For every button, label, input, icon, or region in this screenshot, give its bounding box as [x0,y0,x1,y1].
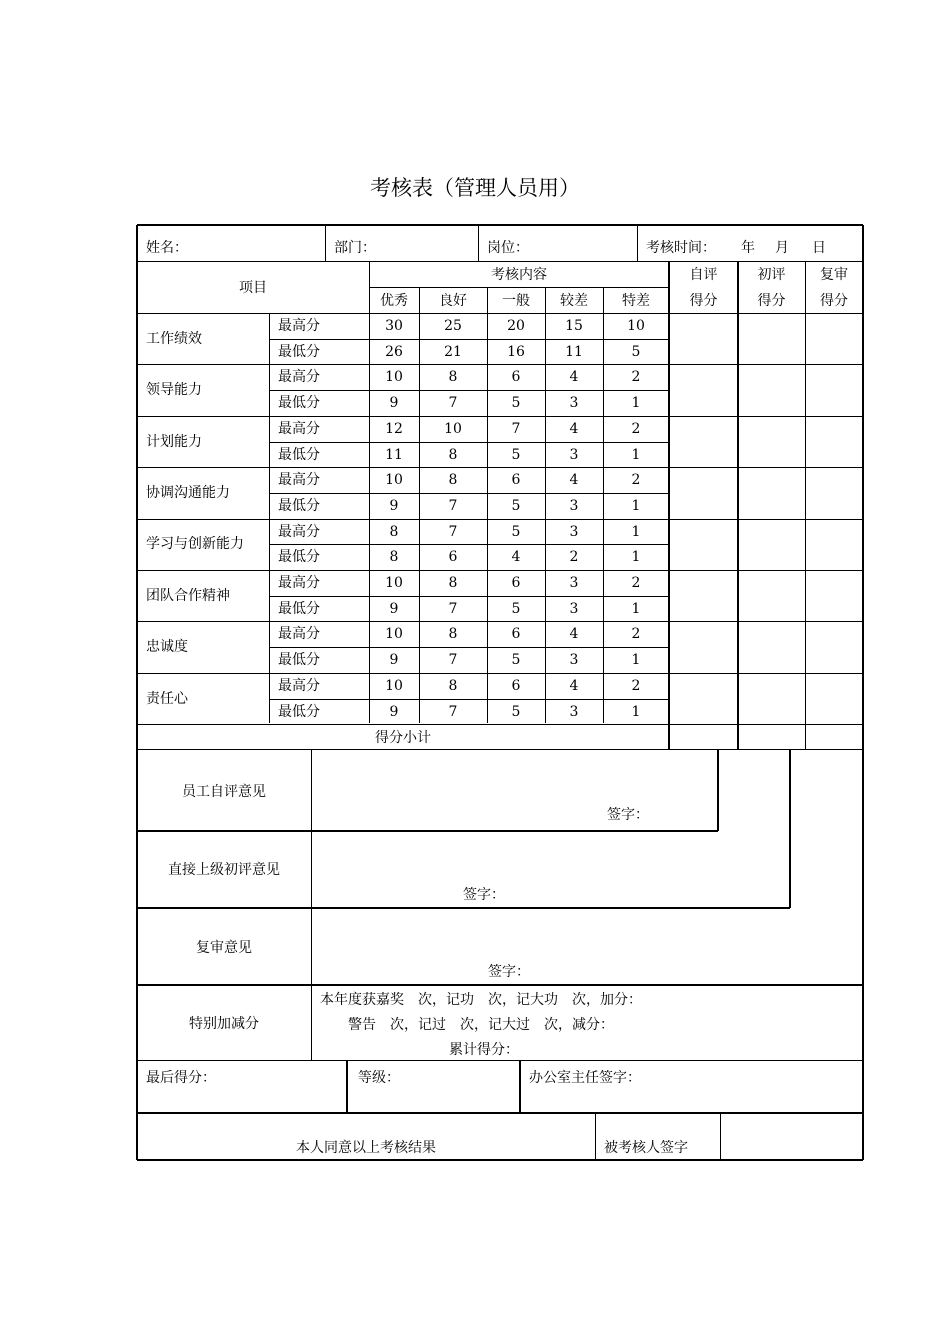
max-score-value: 6 [511,369,521,386]
grid-line [137,907,790,909]
min-score-value: 7 [448,600,458,617]
min-score-value: 5 [511,600,521,617]
min-score-value: 1 [631,652,641,669]
max-score-value: 2 [631,575,641,591]
row-divider [269,544,669,545]
min-score-label: 最低分 [278,395,320,412]
grid-line [346,1060,348,1113]
self-signature-label: 签字： [607,807,649,823]
review-score-header: 复审 [820,267,848,283]
bonus-line1: 本年度获嘉奖 次，记功 次，记大功 次，加分： [320,992,642,1008]
item-name: 责任心 [146,690,188,707]
max-score-value: 15 [565,318,583,334]
max-score-value: 25 [444,318,462,334]
max-score-label: 最高分 [278,677,320,694]
grid-line [717,749,719,831]
max-score-value: 2 [631,472,641,489]
grid-line [737,261,739,749]
name-label: 姓名： [146,240,188,256]
superior-signature-label: 签字： [463,887,505,903]
max-score-label: 最高分 [278,575,320,591]
min-score-value: 9 [389,600,399,617]
item-header: 项目 [239,280,267,296]
min-score-value: 11 [385,446,403,463]
row-divider [269,647,669,648]
post-label: 岗位： [487,240,529,256]
max-score-label: 最高分 [278,369,320,386]
grade-header: 特差 [622,293,650,309]
assessee-signature-label: 被考核人签字 [604,1140,688,1156]
grid-line [720,1113,721,1160]
self-score-header: 得分 [689,293,718,309]
initial-score-header: 得分 [757,293,786,309]
final-score-label: 最后得分： [146,1070,216,1086]
min-score-value: 3 [569,446,579,463]
initial-score-header: 初评 [757,267,786,283]
grid-line [805,261,806,749]
max-score-value: 8 [448,472,458,489]
min-score-value: 3 [569,497,579,514]
grid-line [369,287,669,288]
review-score-header: 得分 [820,293,848,309]
min-score-value: 26 [385,343,403,360]
item-divider [137,570,863,571]
min-score-value: 5 [511,652,521,669]
grid-line [137,1112,863,1114]
grid-line [137,313,863,314]
review-opinion-label: 复审意见 [196,940,252,956]
min-score-value: 5 [511,395,521,412]
min-score-value: 1 [631,703,641,720]
item-divider [137,364,863,365]
bonus-label: 特别加减分 [189,1016,259,1032]
self-score-header: 自评 [689,267,718,283]
day-label: 日 [812,240,826,256]
form-top-border [137,224,863,226]
min-score-label: 最低分 [278,446,320,463]
item-divider [137,673,863,674]
max-score-value: 8 [448,677,458,694]
min-score-value: 1 [631,497,641,514]
page-title: 考核表（管理人员用） [370,176,580,200]
bonus-line2: 警告 次，记过 次，记大过 次，减分： [348,1017,614,1033]
min-score-value: 4 [511,549,521,566]
max-score-value: 10 [444,420,462,437]
min-score-label: 最低分 [278,703,320,720]
min-score-value: 7 [448,703,458,720]
min-score-value: 1 [631,549,641,566]
min-score-value: 9 [389,703,399,720]
grid-line [637,225,638,261]
min-score-value: 1 [631,446,641,463]
grade-header: 一般 [502,293,530,309]
max-score-value: 4 [569,472,579,489]
max-score-value: 10 [385,626,403,643]
max-score-value: 6 [511,626,521,643]
max-score-value: 10 [385,369,403,386]
min-score-value: 8 [448,446,458,463]
min-score-value: 1 [631,600,641,617]
max-score-value: 8 [389,523,399,540]
grade-header: 较差 [560,293,588,309]
grid-line [137,830,718,832]
bonus-line3: 累计得分： [449,1042,519,1058]
max-score-value: 10 [385,472,403,489]
min-score-label: 最低分 [278,497,320,514]
max-score-value: 2 [631,420,641,437]
item-name: 团队合作精神 [146,587,230,604]
min-score-value: 16 [507,343,525,360]
max-score-value: 10 [385,575,403,591]
min-score-value: 1 [631,395,641,412]
item-name: 学习与创新能力 [146,536,244,553]
item-name: 计划能力 [146,433,202,450]
min-score-value: 3 [569,703,579,720]
max-score-value: 30 [385,318,403,334]
max-score-value: 5 [511,523,521,540]
min-score-value: 9 [389,395,399,412]
max-score-value: 6 [511,472,521,489]
max-score-value: 8 [448,626,458,643]
year-label: 年 [741,240,755,256]
min-score-value: 5 [511,703,521,720]
max-score-value: 4 [569,626,579,643]
item-name: 协调沟通能力 [146,484,230,501]
min-score-label: 最低分 [278,600,320,617]
min-score-value: 7 [448,395,458,412]
time-label: 考核时间： [646,240,716,256]
grade-header: 优秀 [380,293,408,309]
min-score-value: 8 [389,549,399,566]
grid-line [137,984,863,986]
max-score-value: 2 [631,677,641,694]
item-divider [137,416,863,417]
min-score-label: 最低分 [278,549,320,566]
max-score-value: 10 [627,318,645,334]
grid-line [137,1060,863,1061]
max-score-label: 最高分 [278,626,320,643]
grid-line [595,1113,596,1160]
max-score-label: 最高分 [278,420,320,437]
director-signature-label: 办公室主任签字： [529,1070,641,1086]
grid-line [137,749,863,750]
max-score-value: 8 [448,575,458,591]
max-score-value: 6 [511,575,521,591]
grid-line [478,225,479,261]
min-score-label: 最低分 [278,652,320,669]
grade-header: 良好 [439,293,467,309]
row-divider [269,339,669,340]
max-score-value: 12 [385,420,403,437]
min-score-value: 3 [569,652,579,669]
min-score-value: 6 [448,549,458,566]
max-score-value: 3 [569,575,579,591]
min-score-value: 11 [565,343,583,360]
min-score-value: 5 [511,497,521,514]
superior-opinion-label: 直接上级初评意见 [168,862,280,878]
max-score-label: 最高分 [278,472,320,489]
grid-line [311,749,312,1060]
self-opinion-label: 员工自评意见 [182,784,266,800]
item-divider [137,467,863,468]
max-score-value: 2 [631,369,641,386]
min-score-label: 最低分 [278,343,320,360]
min-score-value: 5 [511,446,521,463]
content-header: 考核内容 [491,267,547,283]
max-score-value: 4 [569,420,579,437]
min-score-value: 7 [448,652,458,669]
max-score-value: 7 [448,523,458,540]
max-score-value: 20 [507,318,525,334]
row-divider [269,390,669,391]
min-score-value: 3 [569,600,579,617]
review-signature-label: 签字： [488,964,530,980]
item-divider [137,519,863,520]
grid-line [325,225,326,261]
min-score-value: 7 [448,497,458,514]
month-label: 月 [775,240,789,256]
item-divider [137,621,863,622]
max-score-value: 1 [631,523,641,540]
agree-text: 本人同意以上考核结果 [296,1140,436,1156]
min-score-value: 9 [389,497,399,514]
max-score-value: 4 [569,369,579,386]
max-score-value: 7 [511,420,521,437]
max-score-value: 10 [385,677,403,694]
dept-label: 部门： [334,240,376,256]
max-score-value: 8 [448,369,458,386]
min-score-value: 9 [389,652,399,669]
grid-line [137,261,863,262]
max-score-value: 6 [511,677,521,694]
row-divider [269,493,669,494]
max-score-value: 3 [569,523,579,540]
max-score-value: 4 [569,677,579,694]
min-score-value: 5 [631,343,641,360]
row-divider [269,596,669,597]
subtotal-label: 得分小计 [375,730,431,746]
min-score-value: 2 [569,549,579,566]
grade-label: 等级： [358,1070,400,1086]
grid-line [519,1060,521,1113]
min-score-value: 3 [569,395,579,412]
grid-line [789,749,791,908]
max-score-value: 2 [631,626,641,643]
item-name: 忠诚度 [146,639,188,656]
form-bottom-border [137,1159,863,1161]
item-name: 工作绩效 [146,330,202,347]
max-score-label: 最高分 [278,523,320,540]
row-divider [269,699,669,700]
row-divider [269,442,669,443]
min-score-value: 21 [444,343,462,360]
max-score-label: 最高分 [278,318,320,334]
item-divider [137,724,863,725]
item-name: 领导能力 [146,382,202,399]
